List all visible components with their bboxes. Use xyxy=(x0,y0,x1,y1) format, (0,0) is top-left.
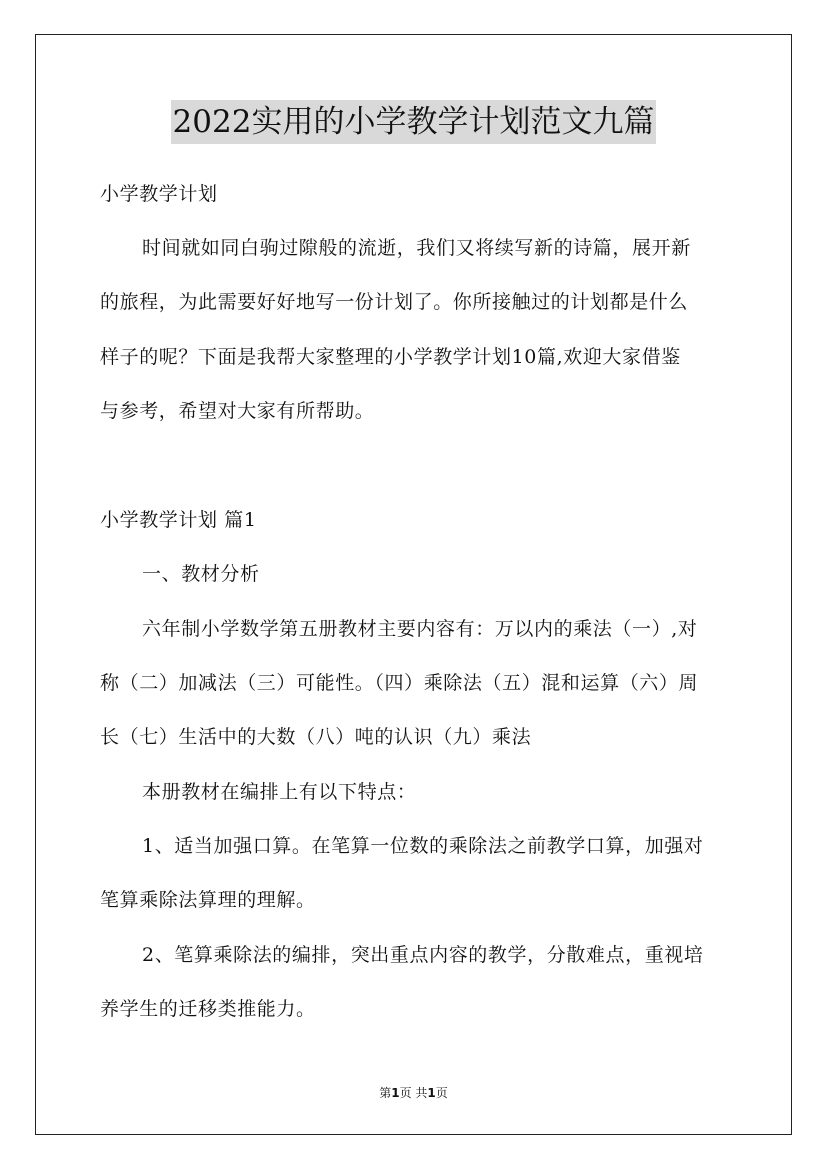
page-footer xyxy=(0,1084,827,1101)
footer-page-total: 1 xyxy=(427,1086,436,1100)
intro-line-3: 样子的呢？下面是我帮大家整理的小学教学计划10篇,欢迎大家借鉴 xyxy=(100,346,681,368)
footer-page-current: 1 xyxy=(391,1086,400,1100)
intro-line-4: 与参考，希望对大家有所帮助。 xyxy=(100,400,375,422)
footer-mid: 页 共 xyxy=(399,1086,428,1100)
section-heading: 小学教学计划 xyxy=(100,183,218,205)
content-line-2: 称（二）加减法（三）可能性。（四）乘除法（五）混和运算（六）周 xyxy=(100,672,699,694)
document-title xyxy=(0,100,827,149)
intro-line-2: 的旅程，为此需要好好地写一份计划了。你所接触过的计划都是什么 xyxy=(100,291,689,313)
section1-heading: 小学教学计划 篇1 xyxy=(100,509,257,531)
feature2-line-2: 养学生的迁移类推能力。 xyxy=(100,998,316,1020)
subheading-materials-analysis: 一、教材分析 xyxy=(142,563,260,585)
features-intro: 本册教材在编排上有以下特点： xyxy=(142,781,417,803)
document-title-text: 2022实用的小学教学计划范文九篇 xyxy=(171,100,657,144)
feature2-line-1: 2、笔算乘除法的编排，突出重点内容的教学，分散难点，重视培 xyxy=(142,944,704,966)
feature1-line-2: 笔算乘除法算理的理解。 xyxy=(100,889,316,911)
content-line-1: 六年制小学数学第五册教材主要内容有：万以内的乘法（一）,对 xyxy=(142,618,698,640)
feature1-line-1: 1、适当加强口算。在笔算一位数的乘除法之前教学口算，加强对 xyxy=(142,835,704,857)
footer-prefix: 第 xyxy=(379,1086,392,1100)
content-line-3: 长（七）生活中的大数（八）吨的认识（九）乘法 xyxy=(100,726,532,748)
intro-line-1: 时间就如同白驹过隙般的流逝，我们又将续写新的诗篇，展开新 xyxy=(142,237,691,259)
footer-suffix: 页 xyxy=(435,1086,448,1100)
